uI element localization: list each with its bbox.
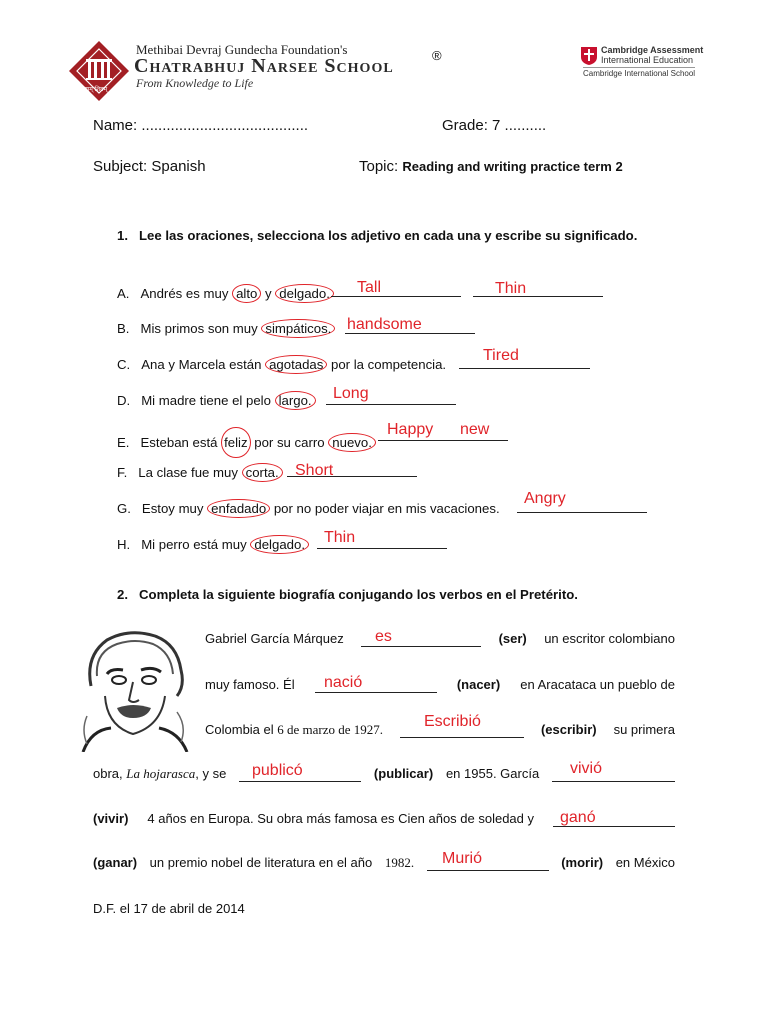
handwritten-answer: Short — [295, 462, 334, 479]
handwritten-answer: Murió — [442, 850, 483, 867]
handwritten-answer: vivió — [570, 760, 603, 777]
handwritten-answer: nació — [324, 674, 363, 691]
handwritten-answer: publicó — [252, 762, 303, 779]
registered-mark: ® — [432, 48, 442, 63]
q1-item-e: E. Esteban está feliz por su carro nuevo. — [117, 427, 376, 458]
handwritten-answer: Long — [333, 385, 369, 402]
handwritten-answer: Escribió — [424, 713, 481, 730]
bio-line-2: muy famoso. Él (nacer) en Aracataca un pueblo de — [205, 677, 675, 692]
cambridge-line1: Cambridge Assessment — [601, 45, 704, 55]
name-field: Name: ........................................ — [93, 117, 309, 134]
bio-line-1: Gabriel García Márquez (ser) un escritor colombiano — [205, 631, 675, 646]
q2-instruction: 2. Completa la siguiente biografía conjugando los verbos en el Pretérito. — [117, 587, 578, 602]
handwritten-answer: Thin — [495, 280, 527, 297]
q1-item-a: A. Andrés es muy alto y delgado. — [117, 284, 334, 303]
cambridge-line2: International Education — [601, 55, 694, 65]
cambridge-logo — [580, 46, 598, 66]
handwritten-answer: Tall — [357, 279, 382, 296]
answer-blank[interactable] — [459, 354, 590, 369]
handwritten-answer: Angry — [524, 490, 566, 507]
answer-blank[interactable] — [331, 282, 461, 297]
topic-field: Topic: Reading and writing practice term 2 — [359, 158, 623, 175]
school-tagline: From Knowledge to Life — [136, 76, 254, 90]
subject-field: Subject: Spanish — [93, 158, 206, 175]
q1-item-c: C. Ana y Marcela están agotadas por la competencia. — [117, 357, 447, 372]
bio-line-3: Colombia el 6 de marzo de 1927. (escribir) su primera — [205, 722, 675, 737]
q1-item-g: G. Estoy muy enfadado por no poder viajar en mis vacaciones. — [117, 501, 500, 516]
answer-blank[interactable] — [473, 282, 603, 297]
q1-instruction: 1. Lee las oraciones, selecciona los adjetivo en cada una y escribe su significado. — [117, 228, 638, 243]
bio-line-5: (vivir) 4 años en Europa. Su obra más famosa es Cien años de soledad y — [93, 812, 675, 827]
handwritten-answer: ganó — [560, 809, 596, 826]
school-name: Chatrabhuj Narsee School — [134, 55, 394, 77]
handwritten-answer: new — [460, 421, 490, 438]
cambridge-line3: Cambridge International School — [583, 69, 696, 78]
handwritten-answer: Tired — [483, 347, 519, 364]
q1-item-f: F. La clase fue muy corta. — [117, 463, 283, 482]
bio-line-7: D.F. el 17 de abril de 2014 — [93, 901, 245, 916]
handwritten-answer: Thin — [324, 529, 356, 546]
bio-line-6: (ganar) un premio nobel de literatura en el año 1982. (morir) en México — [93, 855, 675, 870]
foundation-name: Methibai Devraj Gundecha Foundation's — [136, 42, 348, 57]
bio-line-4: obra, La hojarasca, y se (publicar) en 1955. García — [93, 767, 675, 782]
handwritten-answer: Happy — [387, 421, 434, 438]
portrait-image — [77, 626, 192, 752]
q1-item-d: D. Mi madre tiene el pelo largo. — [117, 391, 316, 410]
q1-item-b: B. Mis primos son muy simpáticos. — [117, 319, 335, 338]
school-motto-sanskrit: सत्यम् शिवम् — [80, 87, 108, 93]
handwritten-answer: es — [375, 628, 392, 645]
grade-field: Grade: 7 .......... — [442, 117, 547, 134]
q1-item-h: H. Mi perro está muy delgado. — [117, 535, 309, 554]
handwritten-answer: handsome — [347, 316, 422, 333]
